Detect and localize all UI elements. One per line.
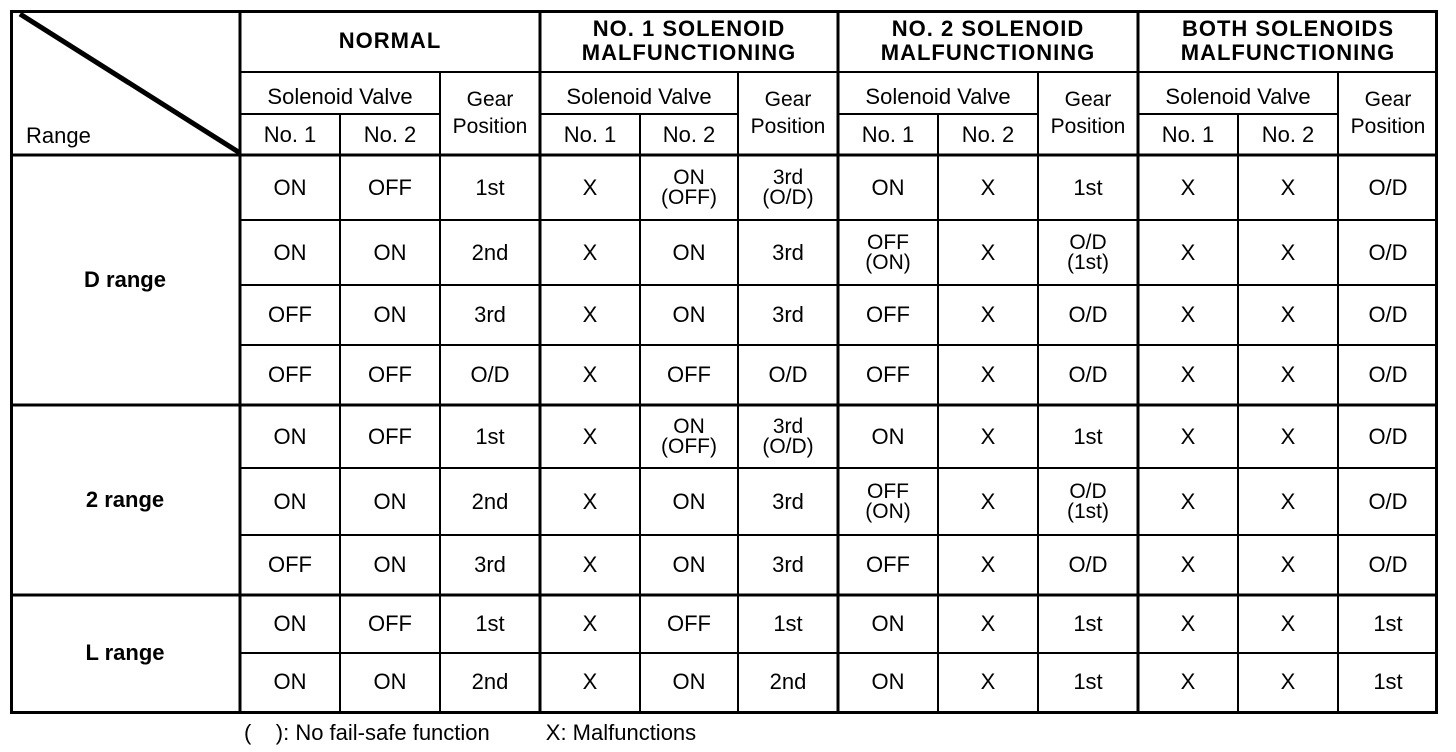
table-cell: O/D [1368,362,1408,387]
table-cell: X [1180,302,1196,327]
table-cell: 1st [475,174,505,200]
table-cell: X [980,488,996,514]
gear-header-line1: Gear [1364,88,1412,112]
table-cell [838,468,938,535]
group-title-line1: NORMAL [338,28,442,54]
gear-header-line2: Position [1350,114,1426,138]
table-cell: O/D [1368,552,1408,577]
group-title-line2: MALFUNCTIONING [880,40,1096,65]
solenoid-no1-header: No. 1 [1161,121,1215,147]
table-cell: O/D [1368,423,1408,449]
table-cell: X [582,552,598,577]
cell-value-line2: (O/D) [762,434,814,458]
no2-solenoid-malfunction-header [838,10,1138,72]
table-cell: X [1180,669,1196,694]
range-label: L range [85,640,165,665]
table-cell: 3rd [474,302,506,327]
table-cell: OFF [268,362,312,387]
table-cell: ON [273,488,307,514]
table-cell: X [980,174,996,200]
table-cell: ON [373,669,407,694]
table-cell: ON [672,669,706,694]
table-cell: OFF [667,611,711,636]
table-cell: ON [373,488,407,514]
solenoid-no2-header: No. 2 [363,121,417,147]
table-cell: ON [273,611,307,636]
table-cell: O/D [1368,488,1408,514]
table-cell [640,405,738,468]
table-cell: O/D [1368,302,1408,327]
table-cell: ON [373,239,407,265]
table-cell: 3rd [772,552,804,577]
table-cell: OFF [866,362,910,387]
gear-header-line1: Gear [466,88,514,112]
gear-position-header [738,72,838,155]
table-cell: 3rd [772,302,804,327]
solenoid-valve-header: Solenoid Valve [566,84,712,109]
table-cell: X [980,669,996,694]
table-cell: 1st [1373,669,1403,694]
solenoid-no1-header: No. 1 [263,121,317,147]
group-title-line2: MALFUNCTIONING [581,40,797,65]
cell-value-line2: (OFF) [661,185,717,209]
table-cell: X [980,552,996,577]
table-cell: X [1180,552,1196,577]
table-cell: O/D [1068,552,1108,577]
solenoid-malfunction-table [10,10,1438,714]
gear-header-line1: Gear [1064,88,1112,112]
table-cell: X [1180,239,1196,265]
table-cell: X [1280,488,1296,514]
solenoid-no1-header: No. 1 [563,121,617,147]
table-cell: ON [672,552,706,577]
table-cell: O/D [1068,362,1108,387]
table-cell: OFF [866,302,910,327]
table-cell: X [1280,669,1296,694]
gear-header-line2: Position [750,114,826,138]
solenoid-valve-header: Solenoid Valve [1165,84,1311,109]
table-cell: O/D [1068,302,1108,327]
group-title-line1: BOTH SOLENOIDS [1181,16,1394,42]
table-cell: OFF [368,174,412,200]
table-cell: X [582,423,598,449]
solenoid-no2-header: No. 2 [1261,121,1315,147]
solenoid-no2-header: No. 2 [961,121,1015,147]
table-cell: X [980,239,996,265]
table-cell: ON [273,669,307,694]
table-cell: 2nd [769,669,807,694]
table-footnote [244,720,752,746]
table-cell: 1st [1073,174,1103,200]
group-title-line1: NO. 2 SOLENOID [891,16,1085,42]
cell-value-line2: (O/D) [762,185,814,209]
table-cell: ON [672,239,706,265]
cell-value-line2: (ON) [865,250,911,274]
no1-solenoid-malfunction-header [540,10,838,72]
table-cell: 3rd [772,488,804,514]
cell-value-line1: OFF [867,479,909,503]
table-cell [1038,468,1138,535]
table-cell: X [1180,488,1196,514]
table-cell: X [582,302,598,327]
table-cell: X [1180,362,1196,387]
table-cell [838,220,938,285]
table-cell: X [980,611,996,636]
malfunction-x-note: X: Malfunctions [545,720,697,745]
both-solenoids-malfunction-header [1138,10,1438,72]
table-cell: 1st [1073,423,1103,449]
table-cell: X [1180,611,1196,636]
cell-value-line1: ON [673,414,705,438]
table-cell: X [582,239,598,265]
table-cell [738,155,838,220]
gear-position-header [1338,72,1438,155]
table-cell: X [582,174,598,200]
cell-value-line2: (ON) [865,499,911,523]
table-cell: 3rd [474,552,506,577]
cell-value-line1: 3rd [772,414,804,438]
table-cell [1038,220,1138,285]
range-label: 2 range [85,487,165,512]
cell-value-line1: OFF [867,230,909,254]
cell-value-line1: 3rd [772,165,804,189]
table-cell: OFF [368,423,412,449]
table-cell: ON [672,488,706,514]
table-cell: 2nd [471,239,509,265]
table-cell: X [1280,362,1296,387]
table-cell: 1st [1073,611,1103,636]
gear-header-line2: Position [1050,114,1126,138]
table-cell: ON [871,174,905,200]
table-cell: ON [273,174,307,200]
cell-value-line1: O/D [1069,230,1107,254]
cell-value-line2: (1st) [1067,250,1109,274]
gear-position-header [1038,72,1138,155]
table-cell: X [1280,302,1296,327]
group-title-line1: NO. 1 SOLENOID [592,16,786,42]
table-cell: OFF [866,552,910,577]
table-cell: ON [273,239,307,265]
cell-value-line1: ON [673,165,705,189]
table-cell: 1st [1373,611,1403,636]
cell-value-line2: (OFF) [661,434,717,458]
table-cell: 1st [773,611,803,636]
table-cell: X [1280,239,1296,265]
table-cell: 3rd [772,239,804,265]
table-cell: X [582,362,598,387]
solenoid-valve-header: Solenoid Valve [865,84,1011,109]
table-cell: X [582,669,598,694]
table-cell: O/D [1368,239,1408,265]
range-label: D range [84,267,166,292]
table-cell: OFF [667,362,711,387]
table-cell: ON [871,423,905,449]
solenoid-valve-header: Solenoid Valve [267,84,413,109]
table-cell: X [1280,174,1296,200]
table-cell: X [1180,423,1196,449]
table-cell: ON [672,302,706,327]
table-cell: OFF [368,611,412,636]
gear-header-line1: Gear [764,88,812,112]
table-cell: X [1180,174,1196,200]
normal-group-header [240,10,540,72]
gear-header-line2: Position [452,114,528,138]
gear-position-header [440,72,540,155]
table-cell: OFF [268,302,312,327]
table-cell: X [980,423,996,449]
table-cell: OFF [268,552,312,577]
table-cell: O/D [768,362,808,387]
table-cell: X [582,488,598,514]
table-cell: 2nd [471,669,509,694]
table-cell: X [980,302,996,327]
table-cell: ON [373,302,407,327]
table-cell: 1st [475,611,505,636]
table-cell: ON [373,552,407,577]
cell-value-line2: (1st) [1067,499,1109,523]
table-cell: ON [871,669,905,694]
cell-value-line1: O/D [1069,479,1107,503]
table-cell: ON [273,423,307,449]
no-fail-safe-note: ( ): No fail-safe function [244,720,490,745]
table-cell: 1st [475,423,505,449]
table-cell: 2nd [471,488,509,514]
group-title-line2: MALFUNCTIONING [1180,40,1396,65]
table-cell [640,155,738,220]
table-cell: ON [871,611,905,636]
table-cell: X [1280,611,1296,636]
table-cell: X [1280,423,1296,449]
table-cell: X [582,611,598,636]
solenoid-no2-header: No. 2 [662,121,716,147]
table-cell: O/D [1368,174,1408,200]
table-cell [738,405,838,468]
table-cell: X [1280,552,1296,577]
table-cell: O/D [470,362,510,387]
table-cell: 1st [1073,669,1103,694]
table-cell: X [980,362,996,387]
solenoid-no1-header: No. 1 [861,121,915,147]
table-cell: OFF [368,362,412,387]
range-column-header: Range [26,123,91,148]
